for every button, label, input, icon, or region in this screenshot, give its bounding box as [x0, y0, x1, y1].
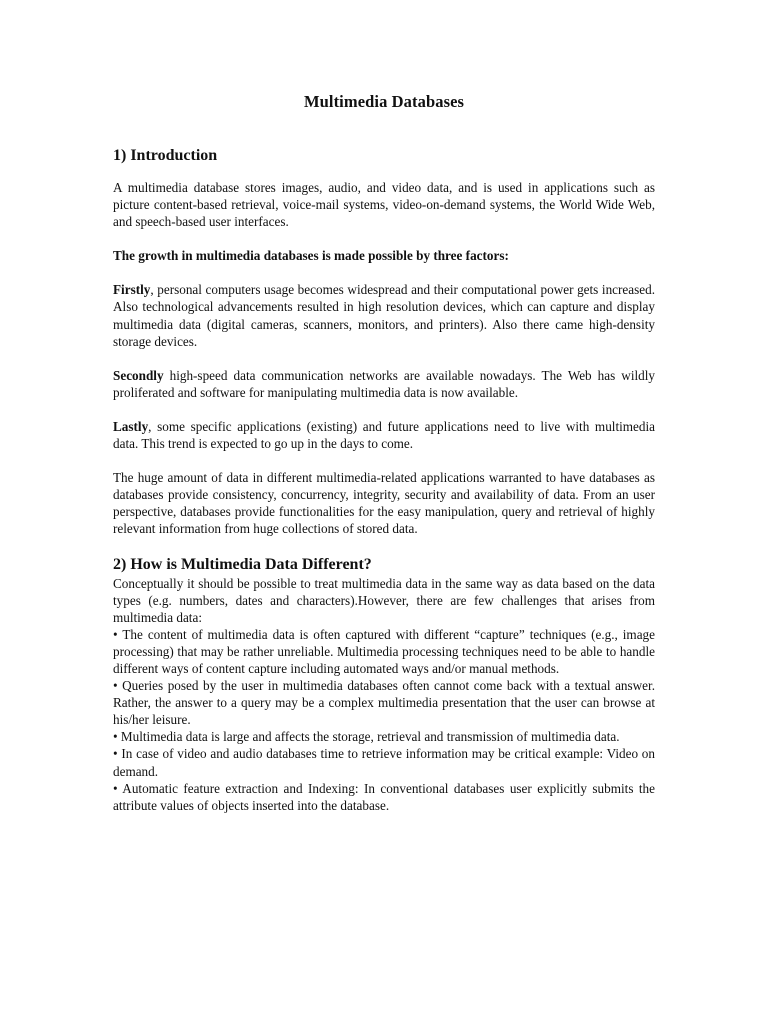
secondly-text: high-speed data communication networks are available nowadays. The Web has wildly proliferated and software for manipulating multimedia data is now available.: [113, 367, 655, 400]
document-content: [113, 92, 655, 814]
lastly-paragraph: [113, 418, 655, 452]
section2-intro-paragraph: Conceptually it should be possible to treat multimedia data in the same way as data based on the data types (e.g. numbers, dates and characters).However, there are few challenges that arises from multimedia data:: [113, 575, 655, 625]
summary-paragraph: The huge amount of data in different multimedia-related applications warranted to have databases as databases provide consistency, concurrency, integrity, security and availability of data. From an user perspective, databases provide functionalities for the easy manipulation, query and retrieval of highly relevant information from huge collections of stored data.: [113, 470, 655, 537]
introduction-paragraph: A multimedia database stores images, audio, and video data, and is used in applications such as picture content-based retrieval, voice-mail systems, video-on-demand systems, the World Wide Web, and speech-based user interfaces.: [113, 180, 655, 230]
document-title: Multimedia Databases: [303, 92, 465, 111]
firstly-lead: Firstly: [113, 282, 151, 298]
section-heading-multimedia-data-different: 2) How is Multimedia Data Different?: [113, 555, 372, 573]
secondly-lead: Secondly: [113, 367, 164, 383]
lastly-text: , some specific applications (existing) and future applications need to live with multimedia data. This trend is expected to go up in the days to come.: [113, 418, 655, 452]
firstly-paragraph: [113, 281, 655, 349]
list-item: • Multimedia data is large and affects the storage, retrieval and transmission of multimedia data.: [113, 729, 620, 745]
secondly-paragraph: [113, 367, 655, 401]
section-heading-introduction: 1) Introduction: [113, 147, 218, 164]
list-item: • The content of multimedia data is often captured with different “capture” techniques (e.g., image processing) that may be rather unreliable. Multimedia processing techniques need to be able to handle different ways of content capture including automated ways and/or manual methods.: [113, 626, 655, 676]
factors-heading: The growth in multimedia databases is made possible by three factors:: [113, 248, 509, 264]
lastly-lead: Lastly: [113, 418, 149, 434]
list-item: • In case of video and audio databases time to retrieve information may be critical example: Video on demand.: [113, 746, 655, 779]
list-item: • Automatic feature extraction and Indexing: In conventional databases user explicitly submits the attribute values of objects inserted into the database.: [113, 780, 655, 813]
firstly-text: , personal computers usage becomes widespread and their computational power gets increased. Also technological advancements resulted in high resolution devices, which can capture and display multimedia data (digital cameras, scanners, monitors, and printers). Also there came high-density storage devices.: [113, 282, 655, 349]
list-item: • Queries posed by the user in multimedia databases often cannot come back with a textual answer. Rather, the answer to a query may be a complex multimedia presentation that the user can browse at his/her leisure.: [113, 678, 655, 728]
